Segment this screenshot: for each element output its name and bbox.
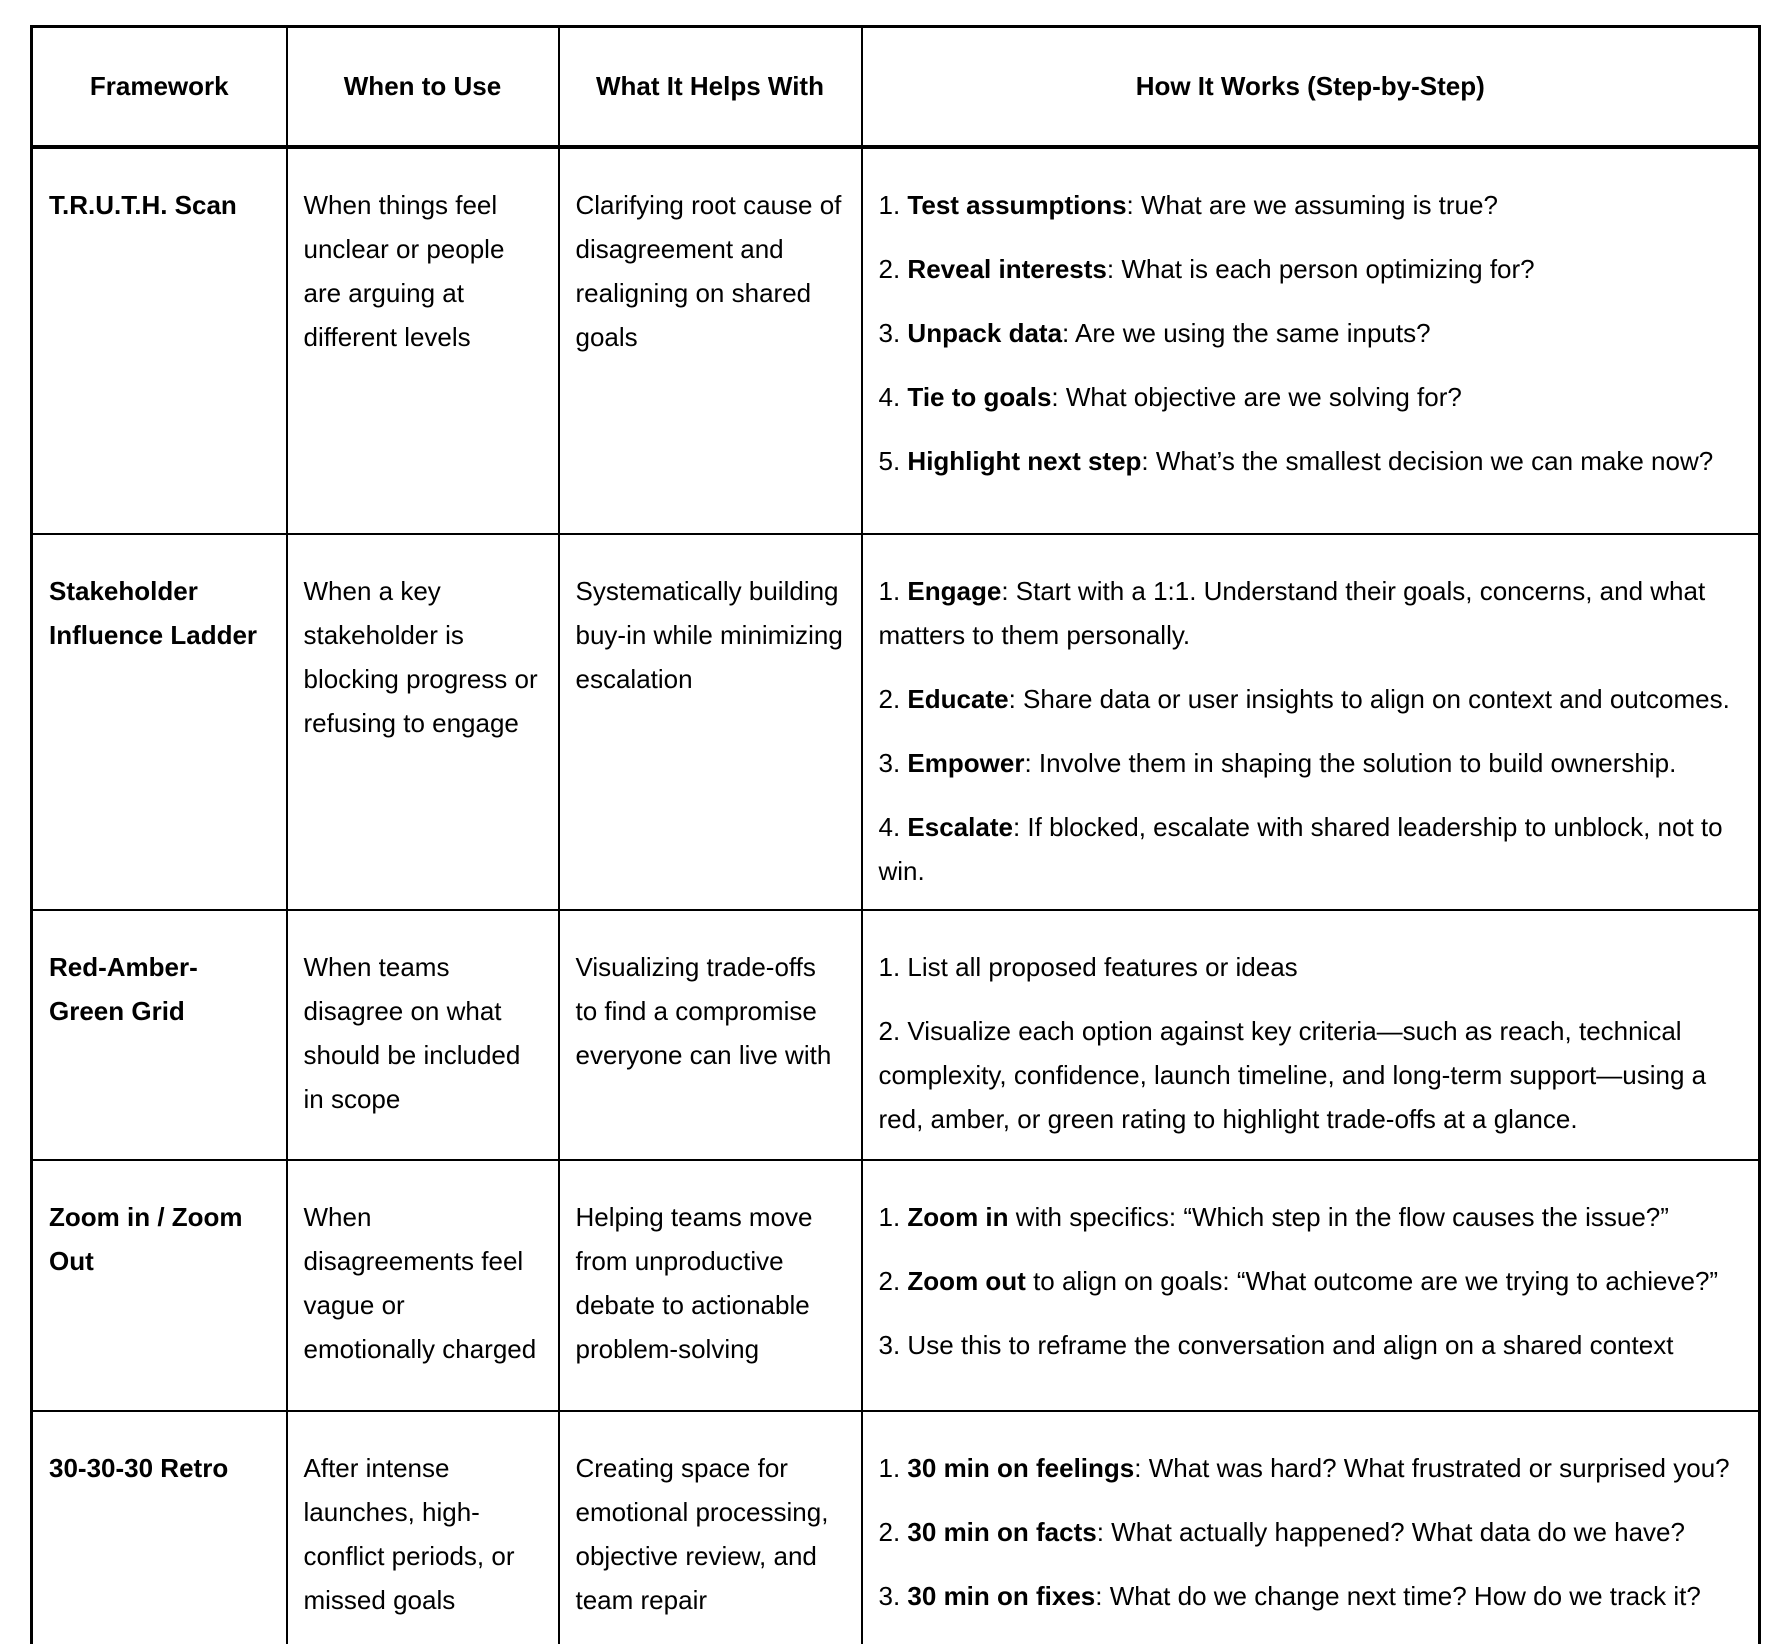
step-title: Escalate xyxy=(907,811,1013,842)
step-title: Engage xyxy=(907,575,1002,606)
table-row-red-amber-green-grid xyxy=(32,910,1760,1160)
how-it-works-cell xyxy=(862,147,1760,534)
step-item xyxy=(879,183,1743,227)
frameworks-table xyxy=(30,25,1761,1644)
step-text: : If blocked, escalate with shared leadership to unblock, not to win. xyxy=(878,811,1723,886)
when-to-use-cell: When teams disagree on what should be included in scope xyxy=(287,910,559,1160)
step-item xyxy=(879,1009,1743,1141)
step-title: Zoom in xyxy=(907,1201,1009,1232)
step-title: Reveal interests xyxy=(907,253,1107,284)
how-it-works-cell xyxy=(862,1160,1760,1411)
step-number: 4. xyxy=(878,811,908,842)
helps-with-cell: Visualizing trade-offs to find a compromise everyone can live with xyxy=(559,910,862,1160)
step-item xyxy=(879,311,1743,355)
step-item xyxy=(879,677,1743,721)
helps-with-cell: Creating space for emotional processing, objective review, and team repair xyxy=(559,1411,862,1644)
how-it-works-cell xyxy=(862,1411,1760,1644)
step-text: : Are we using the same inputs? xyxy=(1062,317,1431,348)
step-item xyxy=(879,375,1743,419)
framework-cell: 30-30-30 Retro xyxy=(32,1411,287,1644)
step-item xyxy=(879,1259,1743,1303)
helps-with-cell: Clarifying root cause of disagreement and realigning on shared goals xyxy=(559,147,862,534)
table-row-truth-scan xyxy=(32,147,1760,534)
step-item xyxy=(879,1446,1743,1490)
step-number: 2. xyxy=(878,1015,908,1046)
step-title: 30 min on feelings xyxy=(907,1452,1135,1483)
step-title: Highlight next step xyxy=(907,445,1142,476)
step-number: 1. xyxy=(878,1452,908,1483)
framework-cell: Red-Amber-Green Grid xyxy=(32,910,287,1160)
step-number: 4. xyxy=(878,381,908,412)
step-number: 2. xyxy=(878,1265,908,1296)
how-it-works-cell xyxy=(862,534,1760,910)
step-text: : What are we assuming is true? xyxy=(1126,189,1498,220)
step-title: Tie to goals xyxy=(907,381,1052,412)
column-header-what-it-helps-with: What It Helps With xyxy=(559,27,862,147)
step-number: 2. xyxy=(878,1516,908,1547)
step-number: 3. xyxy=(878,317,908,348)
step-text: List all proposed features or ideas xyxy=(907,951,1298,982)
step-title: 30 min on fixes xyxy=(907,1580,1096,1611)
step-title: Empower xyxy=(907,747,1025,778)
framework-cell: Stakeholder Influence Ladder xyxy=(32,534,287,910)
helps-with-cell: Helping teams move from unproductive debate to actionable problem-solving xyxy=(559,1160,862,1411)
step-item xyxy=(879,1510,1743,1554)
step-text: with specifics: “Which step in the flow causes the issue?” xyxy=(1008,1201,1669,1232)
step-number: 5. xyxy=(878,445,908,476)
header-row xyxy=(32,27,1760,147)
step-number: 3. xyxy=(878,1329,908,1360)
step-number: 1. xyxy=(878,1201,908,1232)
step-text: Use this to reframe the conversation and align on a shared context xyxy=(907,1329,1674,1360)
step-title: Zoom out xyxy=(907,1265,1026,1296)
step-title: Test assumptions xyxy=(907,189,1127,220)
step-number: 1. xyxy=(878,575,908,606)
step-text: Visualize each option against key criteria—such as reach, technical complexity, confidence, launch timeline, and long-term support—using a red, amber, or green rating to highlight trade-offs at a glance. xyxy=(878,1015,1707,1134)
helps-with-cell: Systematically building buy-in while minimizing escalation xyxy=(559,534,862,910)
step-title: Unpack data xyxy=(907,317,1063,348)
step-item xyxy=(879,1574,1743,1618)
when-to-use-cell: When things feel unclear or people are arguing at different levels xyxy=(287,147,559,534)
how-it-works-cell xyxy=(862,910,1760,1160)
when-to-use-cell: After intense launches, high-conflict periods, or missed goals xyxy=(287,1411,559,1644)
step-number: 1. xyxy=(878,189,908,220)
step-text: : Start with a 1:1. Understand their goals, concerns, and what matters to them personally. xyxy=(878,575,1706,650)
step-text: : What is each person optimizing for? xyxy=(1106,253,1535,284)
table-row-zoom-in-zoom-out xyxy=(32,1160,1760,1411)
step-text: : What was hard? What frustrated or surprised you? xyxy=(1134,1452,1730,1483)
step-item xyxy=(879,1195,1743,1239)
framework-cell: T.R.U.T.H. Scan xyxy=(32,147,287,534)
framework-cell: Zoom in / Zoom Out xyxy=(32,1160,287,1411)
step-number: 1. xyxy=(878,951,908,982)
step-number: 3. xyxy=(878,1580,908,1611)
step-text: to align on goals: “What outcome are we trying to achieve?” xyxy=(1025,1265,1719,1296)
step-text: : Share data or user insights to align on context and outcomes. xyxy=(1008,683,1730,714)
step-item xyxy=(879,247,1743,291)
step-text: : What actually happened? What data do we have? xyxy=(1096,1516,1685,1547)
step-text: : What’s the smallest decision we can make now? xyxy=(1141,445,1714,476)
when-to-use-cell: When disagreements feel vague or emotionally charged xyxy=(287,1160,559,1411)
when-to-use-cell: When a key stakeholder is blocking progress or refusing to engage xyxy=(287,534,559,910)
step-item xyxy=(879,945,1743,989)
step-item xyxy=(879,1323,1743,1367)
column-header-how-it-works: How It Works (Step-by-Step) xyxy=(862,27,1760,147)
step-item xyxy=(879,741,1743,785)
step-number: 2. xyxy=(878,683,908,714)
step-number: 3. xyxy=(878,747,908,778)
step-item xyxy=(879,569,1743,657)
column-header-when-to-use: When to Use xyxy=(287,27,559,147)
step-text: : Involve them in shaping the solution to build ownership. xyxy=(1024,747,1677,778)
step-item xyxy=(879,805,1743,893)
step-item xyxy=(879,439,1743,483)
table-row-stakeholder-influence-ladder xyxy=(32,534,1760,910)
step-title: Educate xyxy=(907,683,1009,714)
step-text: : What objective are we solving for? xyxy=(1051,381,1462,412)
step-text: : What do we change next time? How do we track it? xyxy=(1095,1580,1701,1611)
step-number: 2. xyxy=(878,253,908,284)
column-header-framework: Framework xyxy=(32,27,287,147)
table-row-30-30-30-retro xyxy=(32,1411,1760,1644)
step-title: 30 min on facts xyxy=(907,1516,1097,1547)
